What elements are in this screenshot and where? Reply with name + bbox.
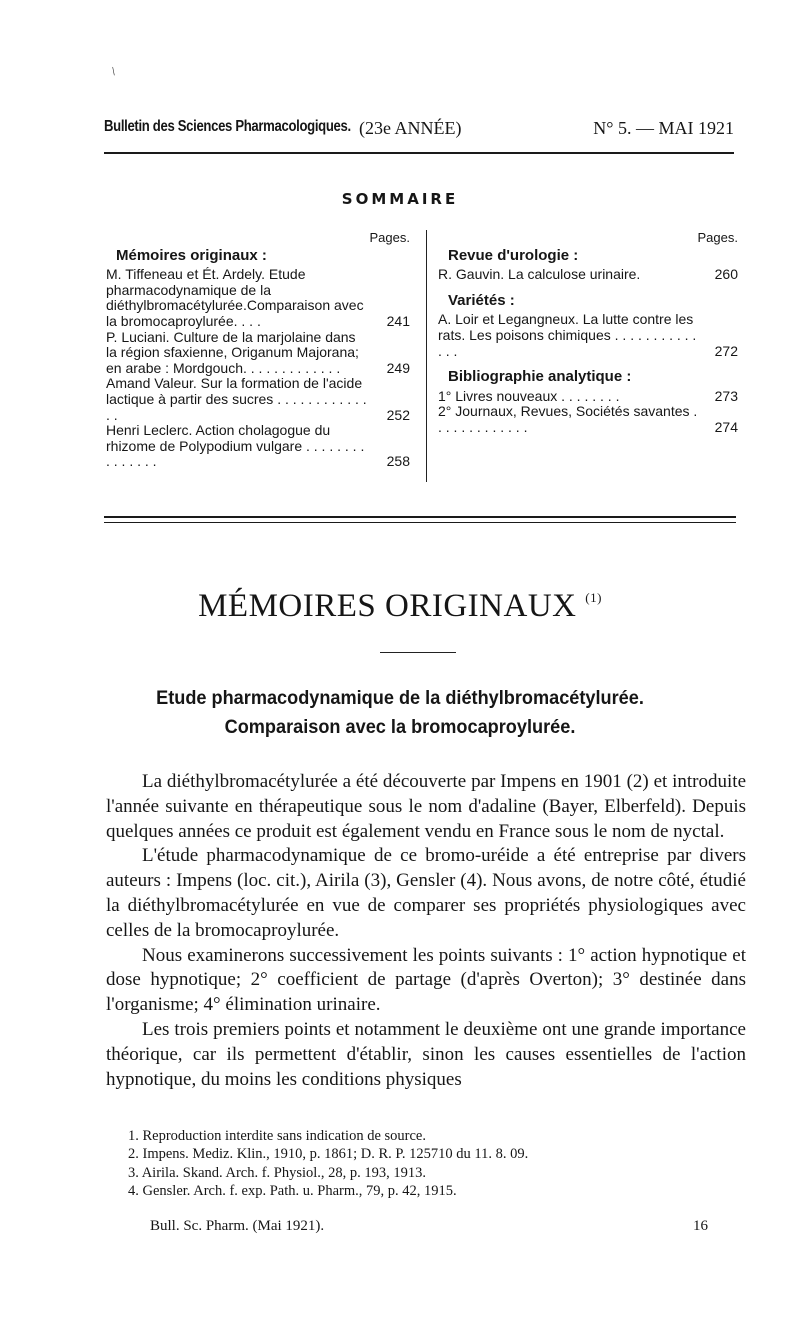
title-rule xyxy=(380,652,456,653)
article-title-line-2: Comparaison avec la bromocaproylurée. xyxy=(224,716,576,738)
toc-entry xyxy=(438,389,738,405)
stray-mark: / xyxy=(108,64,119,78)
paragraph: L'étude pharmacodynamique de ce bromo-uréide a été entreprise par divers auteurs : Impens (loc. cit.), Airila (3), Gensler (4). Nous avons, de notre côté, étudié la diéthylbromacétylurée en vue de comparer ses propriétés physiologiques avec celles de la bromocaproylurée. xyxy=(106,845,746,941)
toc-entry-text: 1° Livres nouveaux . . . . . . . . xyxy=(438,387,620,404)
toc-entry-page: 272 xyxy=(714,342,738,359)
toc-entry-text: Amand Valeur. Sur la formation de l'acide lactique à partir des sucres . . . . . . . . . . . . . . xyxy=(106,375,367,423)
pages-label: Pages. xyxy=(369,230,410,245)
article-body xyxy=(106,770,746,1092)
toc-entry-text: P. Luciani. Culture de la marjolaine dans la région sfaxienne, Origanum Majorana; en arabe : Mordgouch. . . . . . . . . . . . . xyxy=(106,328,359,376)
toc-section-heading: Mémoires originaux : xyxy=(116,246,267,264)
toc-entry xyxy=(106,330,410,377)
page-footer xyxy=(150,1218,708,1235)
toc-entry xyxy=(106,423,410,470)
header-rule xyxy=(104,152,734,154)
section-title-text: MÉMOIRES ORIGINAUX xyxy=(198,588,577,624)
footnote: 1. Reproduction interdite sans indication de source. xyxy=(128,1128,426,1144)
journal-name: Bulletin des Sciences Pharmacologiques. xyxy=(104,118,351,135)
toc-left-column xyxy=(106,230,410,470)
toc-right-column xyxy=(438,230,738,436)
footnotes xyxy=(128,1127,748,1200)
footnote: 3. Airila. Skand. Arch. f. Physiol., 28, p. 193, 1913. xyxy=(128,1164,427,1181)
page-number: 16 xyxy=(693,1218,708,1234)
toc-entry-text: A. Loir et Legangneux. La lutte contre les rats. Les poisons chimiques . . . . . . . . . . . . . . xyxy=(438,311,697,359)
paragraph: Les trois premiers points et notamment le deuxième ont une grande importance théorique, car ils permettent d'établir, sinon les causes essentielles de l'action hypnotique, du moins les conditions physiques xyxy=(106,1018,746,1090)
running-header xyxy=(104,118,734,144)
toc-entry-text: M. Tiffeneau et Ét. Ardely. Etude pharmacodynamique de la diéthylbromacétylurée.Comparaison avec la bromocaproylurée. . . . xyxy=(106,266,364,329)
double-rule-top xyxy=(104,516,736,518)
sommaire-title: SOMMAIRE xyxy=(341,190,459,208)
toc-entry-page: 273 xyxy=(714,387,738,404)
article-title xyxy=(28,684,772,742)
journal-year: (23e ANNÉE) xyxy=(359,118,462,138)
toc-entry-text: R. Gauvin. La calculose urinaire. xyxy=(438,266,641,283)
toc-section-heading: Revue d'urologie : xyxy=(448,246,579,264)
article-title-line-1: Etude pharmacodynamique de la diéthylbromacétylurée. xyxy=(156,687,644,709)
section-title xyxy=(0,588,800,625)
issue-number: N° 5. — MAI 1921 xyxy=(593,118,734,138)
toc-entry-text: Henri Leclerc. Action cholagogue du rhizome de Polypodium vulgare . . . . . . . . . . . . . . . xyxy=(106,422,365,470)
toc-entry xyxy=(438,267,738,283)
double-rule-bottom xyxy=(104,522,736,523)
toc-entry xyxy=(106,267,410,329)
toc-entry-page: 260 xyxy=(714,266,738,283)
toc-section-heading: Bibliographie analytique : xyxy=(448,368,632,386)
pages-label: Pages. xyxy=(697,230,738,245)
toc-divider xyxy=(426,230,427,482)
toc-section-heading: Variétés : xyxy=(448,291,515,309)
footnote: 4. Gensler. Arch. f. exp. Path. u. Pharm., 79, p. 42, 1915. xyxy=(128,1182,457,1199)
toc-entry xyxy=(438,404,738,435)
toc-entry xyxy=(106,376,410,423)
paragraph: Nous examinerons successivement les points suivants : 1° action hypnotique et dose hypnotique; 2° coefficient de partage (d'après Overton); 3° destinée dans l'organisme; 4° élimination urinaire. xyxy=(106,944,746,1016)
toc-entry-text: 2° Journaux, Revues, Sociétés savantes . . . . . . . . . . . . . xyxy=(438,403,698,435)
footnote-ref: (1) xyxy=(585,590,602,605)
toc-entry-page: 249 xyxy=(386,359,410,376)
footer-citation: Bull. Sc. Pharm. (Mai 1921). xyxy=(150,1218,325,1234)
toc-entry-page: 241 xyxy=(386,312,410,329)
toc-entry-page: 258 xyxy=(386,453,410,470)
paragraph: La diéthylbromacétylurée a été découverte par Impens en 1901 (2) et introduite l'année suivante en thérapeutique sous le nom d'adaline (Bayer, Elberfeld). Depuis quelques années ce produit est également vendu en France sous le nom de nyctal. xyxy=(106,771,746,842)
toc-entry-page: 274 xyxy=(714,418,738,435)
toc-entry xyxy=(438,312,738,359)
toc-entry-page: 252 xyxy=(386,406,410,423)
footnote: 2. Impens. Mediz. Klin., 1910, p. 1861; D. R. P. 125710 du 11. 8. 09. xyxy=(128,1146,529,1163)
